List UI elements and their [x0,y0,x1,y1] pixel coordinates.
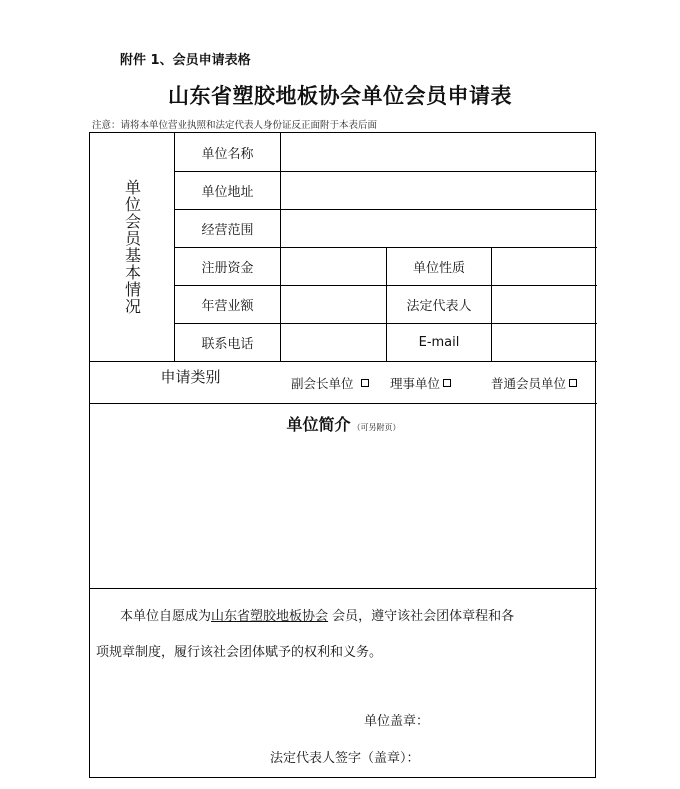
declaration-suffix: 会员，遵守该社会团体章程和各 [328,609,515,624]
unit-address-label: 单位地址 [201,184,254,200]
application-category-label: 申请类别 [160,367,221,386]
email-field[interactable] [492,323,597,361]
unit-nature-field[interactable] [492,247,597,285]
registered-capital-label: 注册资金 [201,260,254,276]
intro-heading [90,412,597,435]
annual-revenue-label: 年营业额 [201,298,254,314]
legal-rep-signature-label: 法定代表人签字（盖章）： [270,751,420,766]
registered-capital-field[interactable] [281,247,386,285]
option-council[interactable] [390,374,451,392]
unit-name-field[interactable] [281,133,597,171]
annual-revenue-field[interactable] [281,285,386,323]
legal-rep-field[interactable] [492,285,597,323]
declaration-line-1 [120,605,514,624]
option-regular-member[interactable] [491,374,577,392]
phone-field[interactable] [281,323,386,361]
section-divider [90,403,597,404]
option-vice-president[interactable] [291,374,369,392]
unit-address-field[interactable] [281,171,597,209]
declaration-prefix: 本单位自愿成为 [120,609,212,624]
unit-name-label: 单位名称 [201,146,254,162]
business-scope-field[interactable] [281,209,597,247]
form-title: 山东省塑胶地板协会单位会员申请表 [168,84,512,108]
association-name: 山东省塑胶地板协会 [211,609,329,624]
intro-textarea[interactable] [90,433,597,588]
checkbox-icon[interactable] [361,379,369,387]
option-label: 理事单位 [390,376,441,391]
declaration-line-2: 项规章制度，履行该社会团体赋予的权利和义务。 [96,645,383,660]
legal-rep-label: 法定代表人 [406,298,472,314]
business-scope-label: 经营范围 [201,222,254,238]
unit-nature-label: 单位性质 [412,260,465,276]
phone-label: 联系电话 [201,336,254,352]
section-divider [90,588,597,589]
checkbox-icon[interactable] [569,379,577,387]
form-note: 注意：请将本单位营业执照和法定代表人身份证反正面附于本表后面 [92,120,378,131]
basic-info-section-label: 单位会员基本情况 [122,179,142,315]
option-label: 普通会员单位 [491,376,567,391]
application-options [291,361,597,403]
email-label: E-mail [418,334,460,350]
intro-subtitle: （可另附页） [352,423,401,432]
unit-seal-label: 单位盖章： [364,714,430,729]
application-form [89,132,596,778]
intro-title: 单位简介 [286,415,351,434]
option-label: 副会长单位 [291,376,354,391]
checkbox-icon[interactable] [443,379,451,387]
attachment-label: 附件 1、会员申请表格 [120,53,251,68]
